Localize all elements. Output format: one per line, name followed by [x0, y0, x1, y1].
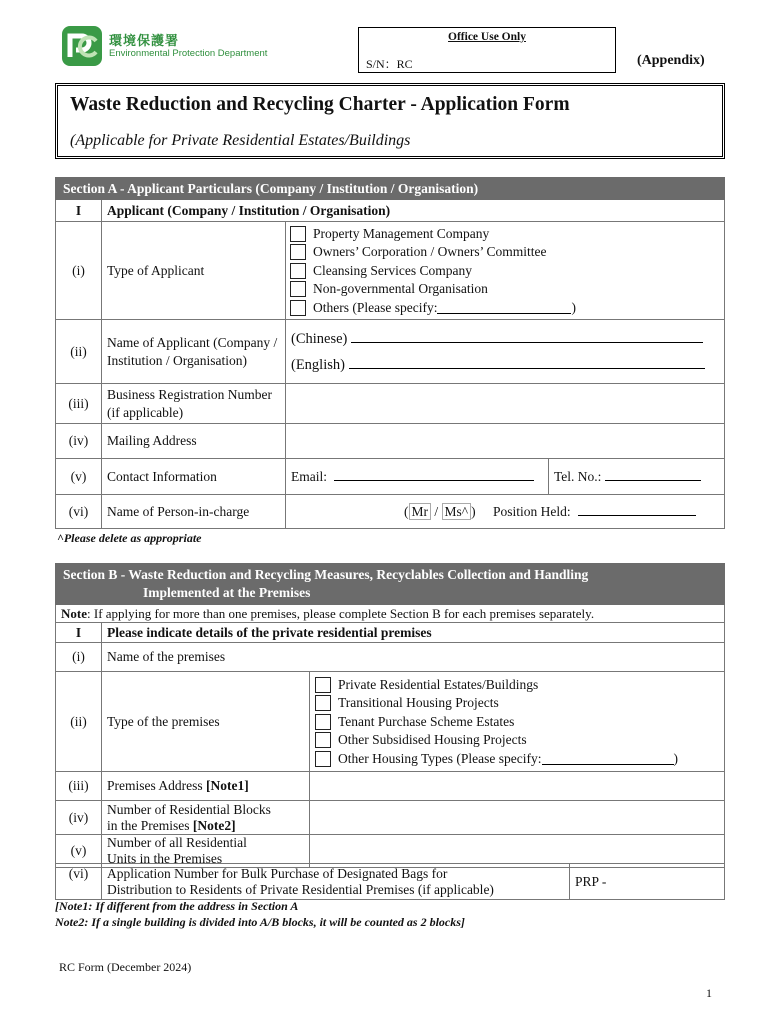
position-held-field[interactable]: [578, 504, 696, 516]
contact-information-label: Contact Information: [102, 459, 286, 495]
row-number: (vi): [56, 864, 102, 900]
english-name-field[interactable]: [349, 357, 705, 369]
chinese-name-label: (Chinese): [291, 330, 348, 347]
prp-prefix: PRP -: [575, 873, 607, 889]
english-name-label: (English): [291, 356, 345, 373]
mailing-address-field[interactable]: [286, 424, 725, 459]
chinese-name-field[interactable]: [351, 331, 703, 343]
applicant-name-fields: [286, 320, 725, 384]
applicant-type-option[interactable]: Owners’ Corporation / Owners’ Committee: [290, 243, 719, 262]
business-registration-field[interactable]: [286, 384, 725, 424]
section-b-heading: Section B - Waste Reduction and Recycling Measures, Recyclables Collection and Handling Implemented at the Premises: [56, 564, 725, 605]
delete-note: ^Please delete as appropriate: [57, 531, 202, 545]
tel-label: Tel. No.:: [554, 468, 602, 484]
form-subtitle: (Applicable for Private Residential Estates/Buildings: [70, 132, 411, 149]
applicant-type-option-others[interactable]: Others (Please specify: ): [290, 298, 719, 317]
tel-field[interactable]: [605, 469, 701, 481]
name-of-applicant-label: Name of Applicant (Company / Institution / Organisation): [102, 320, 286, 384]
form-reference: RC Form (December 2024): [59, 960, 192, 974]
row-number: (v): [56, 459, 102, 495]
section-b-part-title: Please indicate details of the private residential premises: [102, 623, 725, 643]
serial-number-label: S/N：RC: [366, 57, 413, 71]
business-registration-label: Business Registration Number (if applicable): [102, 384, 286, 424]
checkbox[interactable]: [315, 714, 331, 730]
logo-english-name: Environmental Protection Department: [109, 48, 268, 59]
row-number: (i): [56, 222, 102, 320]
others-specify-field[interactable]: [437, 302, 571, 314]
logo-chinese-name: 環境保護署: [109, 34, 180, 49]
premises-type-option[interactable]: Private Residential Estates/Buildings: [315, 675, 719, 694]
checkbox[interactable]: [315, 677, 331, 693]
row-number: (v): [56, 835, 102, 868]
checkbox[interactable]: [290, 226, 306, 242]
checkbox[interactable]: [290, 263, 306, 279]
checkbox[interactable]: [290, 281, 306, 297]
row-number: (ii): [56, 320, 102, 384]
row-number: (iv): [56, 801, 102, 835]
premises-type-options: [310, 672, 725, 772]
type-of-applicant-label: Type of Applicant: [102, 222, 286, 320]
appendix-label: (Appendix): [637, 53, 705, 68]
row-number: (iv): [56, 424, 102, 459]
bulk-bags-label: Application Number for Bulk Purchase of Designated Bags for Distribution to Residents of Private Residential Premises (if applicable): [102, 864, 570, 900]
applicant-type-option[interactable]: Property Management Company: [290, 224, 719, 243]
premises-type-option[interactable]: Tenant Purchase Scheme Estates: [315, 712, 719, 731]
form-title: Waste Reduction and Recycling Charter - Application Form: [70, 94, 570, 115]
bulk-bags-table: [55, 863, 725, 900]
checkbox[interactable]: [315, 751, 331, 767]
mr-option[interactable]: Mr: [409, 503, 432, 520]
section-b-part-number: I: [56, 623, 102, 643]
section-b-note: Note: If applying for more than one premises, please complete Section B for each premises separately.: [56, 605, 725, 623]
residential-units-label: Number of all Residential Units in the Premises: [102, 835, 310, 868]
checkbox[interactable]: [290, 244, 306, 260]
section-a-heading: Section A - Applicant Particulars (Company / Institution / Organisation): [56, 178, 725, 200]
email-label: Email:: [291, 468, 327, 484]
email-cell: [286, 459, 549, 495]
form-title-box: [55, 83, 725, 159]
epd-logo-icon: [62, 26, 102, 66]
ms-option[interactable]: Ms^: [442, 503, 472, 520]
applicant-type-option[interactable]: Non-governmental Organisation: [290, 280, 719, 299]
premises-type-option[interactable]: Other Subsidised Housing Projects: [315, 731, 719, 750]
prp-number-field[interactable]: [570, 864, 725, 900]
premises-others-specify-field[interactable]: [542, 753, 674, 765]
row-number: (ii): [56, 672, 102, 772]
mailing-address-label: Mailing Address: [102, 424, 286, 459]
note1: [Note1: If different from the address in Section A: [55, 899, 299, 913]
row-number: (vi): [56, 495, 102, 529]
section-a-table: [55, 177, 725, 529]
checkbox[interactable]: [315, 695, 331, 711]
premises-address-field[interactable]: [310, 772, 725, 801]
row-number: (i): [56, 643, 102, 672]
office-use-title: Office Use Only: [448, 31, 526, 43]
residential-blocks-field[interactable]: [310, 801, 725, 835]
checkbox[interactable]: [290, 300, 306, 316]
email-field[interactable]: [334, 469, 534, 481]
office-use-box: [358, 27, 616, 73]
residential-blocks-label: Number of Residential Blocks in the Premises [Note2]: [102, 801, 310, 835]
type-of-premises-label: Type of the premises: [102, 672, 310, 772]
premises-type-option-others[interactable]: Other Housing Types (Please specify: ): [315, 749, 719, 768]
row-number: (iii): [56, 772, 102, 801]
person-in-charge-cell: ( Mr / Ms^ ) Position Held:: [286, 495, 725, 529]
section-b-table: [55, 563, 725, 868]
name-of-premises-label: Name of the premises: [102, 643, 725, 672]
applicant-type-options: [286, 222, 725, 320]
position-held-label: Position Held:: [492, 503, 571, 519]
page-number: 1: [706, 986, 712, 1000]
note2: Note2: If a single building is divided into A/B blocks, it will be counted as 2 blocks]: [55, 915, 465, 929]
premises-address-label: Premises Address [Note1]: [102, 772, 310, 801]
checkbox[interactable]: [315, 732, 331, 748]
person-in-charge-label: Name of Person-in-charge: [102, 495, 286, 529]
premises-type-option[interactable]: Transitional Housing Projects: [315, 694, 719, 713]
section-a-part-number: I: [56, 200, 102, 222]
row-number: (iii): [56, 384, 102, 424]
tel-cell: [549, 459, 725, 495]
section-a-part-title: Applicant (Company / Institution / Organisation): [102, 200, 725, 222]
epd-logo: [62, 26, 272, 66]
applicant-type-option[interactable]: Cleansing Services Company: [290, 261, 719, 280]
